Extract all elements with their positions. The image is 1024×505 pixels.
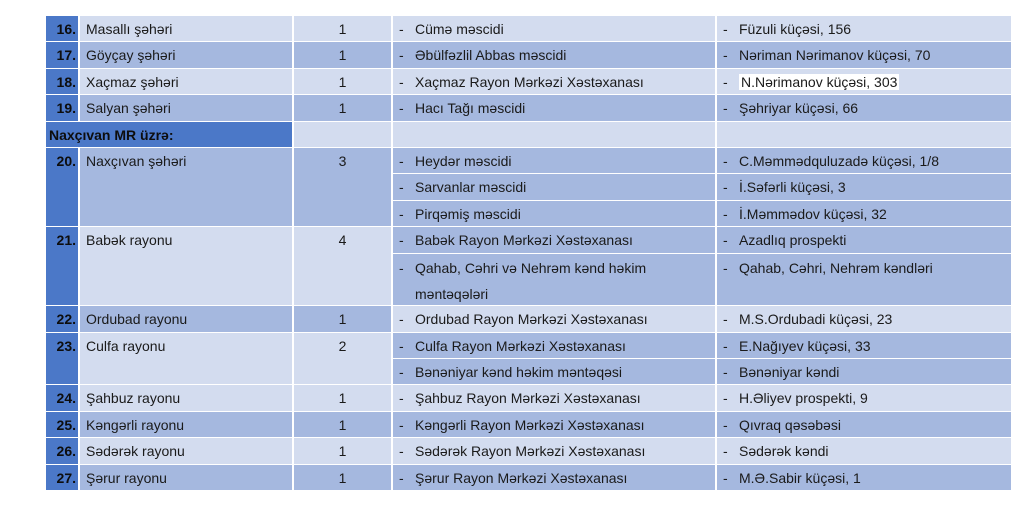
site-name: - Xaçmaz Rayon Mərkəzi Xəstəxanası xyxy=(393,69,715,95)
site-name: - Şərur Rayon Mərkəzi Xəstəxanası xyxy=(393,465,715,491)
site-address: - Şəhriyar küçəsi, 66 xyxy=(717,95,1011,121)
site-name: - Cümə məscidi xyxy=(393,16,715,42)
row-number: 26. xyxy=(46,438,78,464)
highlighted-address: N.Nərimanov küçəsi, 303 xyxy=(741,73,898,90)
site-name: - Hacı Tağı məscidi xyxy=(393,95,715,121)
site-name: - Babək Rayon Mərkəzi Xəstəxanası xyxy=(393,227,715,253)
row-number: 17. xyxy=(46,42,78,68)
site-name: - Sədərək Rayon Mərkəzi Xəstəxanası xyxy=(393,438,715,464)
site-count: 1 xyxy=(294,42,391,68)
row-number: 18. xyxy=(46,69,78,95)
site-name: - Şahbuz Rayon Mərkəzi Xəstəxanası xyxy=(393,385,715,411)
place-name: Masallı şəhəri xyxy=(80,16,292,42)
site-address: - Nəriman Nərimanov küçəsi, 70 xyxy=(717,42,1011,68)
site-address: - Qahab, Cəhri, Nehrəm kəndləri xyxy=(717,254,1011,307)
site-name: - Bənəniyar kənd həkim məntəqəsi xyxy=(393,359,715,385)
place-name: Kəngərli rayonu xyxy=(80,412,292,438)
place-name: Culfa rayonu xyxy=(80,333,292,386)
empty-cell xyxy=(717,122,1011,148)
site-name: - Qahab, Cəhri və Nehrəm kənd həkim məntəqələri xyxy=(393,254,715,307)
site-name: - Culfa Rayon Mərkəzi Xəstəxanası xyxy=(393,333,715,359)
row-number: 24. xyxy=(46,385,78,411)
empty-cell xyxy=(294,122,391,148)
place-name: Sədərək rayonu xyxy=(80,438,292,464)
site-count: 1 xyxy=(294,95,391,121)
empty-cell xyxy=(393,122,715,148)
row-number: 20. xyxy=(46,148,78,227)
site-count: 1 xyxy=(294,306,391,332)
locations-table xyxy=(46,16,1006,491)
site-address: - Bənəniyar kəndi xyxy=(717,359,1011,385)
site-count: 1 xyxy=(294,69,391,95)
site-count: 3 xyxy=(294,148,391,227)
place-name: Göyçay şəhəri xyxy=(80,42,292,68)
site-count: 1 xyxy=(294,16,391,42)
row-number: 25. xyxy=(46,412,78,438)
place-name: Ordubad rayonu xyxy=(80,306,292,332)
place-name: Şərur rayonu xyxy=(80,465,292,491)
site-address: - C.Məmmədquluzadə küçəsi, 1/8 xyxy=(717,148,1011,174)
site-address: - Azadlıq prospekti xyxy=(717,227,1011,253)
site-name: - Pirqəmiş məscidi xyxy=(393,201,715,227)
site-name: - Ordubad Rayon Mərkəzi Xəstəxanası xyxy=(393,306,715,332)
place-name: Xaçmaz şəhəri xyxy=(80,69,292,95)
site-count: 2 xyxy=(294,333,391,386)
place-name: Naxçıvan şəhəri xyxy=(80,148,292,227)
site-name: - Sarvanlar məscidi xyxy=(393,174,715,200)
site-address: - İ.Səfərli küçəsi, 3 xyxy=(717,174,1011,200)
site-count: 1 xyxy=(294,385,391,411)
site-name: - Heydər məscidi xyxy=(393,148,715,174)
row-number: 16. xyxy=(46,16,78,42)
site-address: - İ.Məmmədov küçəsi, 32 xyxy=(717,201,1011,227)
site-count: 1 xyxy=(294,438,391,464)
site-name: - Əbülfəzlil Abbas məscidi xyxy=(393,42,715,68)
row-number: 21. xyxy=(46,227,78,306)
site-address: - Qıvraq qəsəbəsi xyxy=(717,412,1011,438)
site-name: - Kəngərli Rayon Mərkəzi Xəstəxanası xyxy=(393,412,715,438)
row-number: 22. xyxy=(46,306,78,332)
site-address xyxy=(717,69,1011,95)
site-address: - M.Ə.Sabir küçəsi, 1 xyxy=(717,465,1011,491)
site-count: 4 xyxy=(294,227,391,306)
row-number: 27. xyxy=(46,465,78,491)
row-number: 19. xyxy=(46,95,78,121)
site-address: - M.S.Ordubadi küçəsi, 23 xyxy=(717,306,1011,332)
site-address: - Sədərək kəndi xyxy=(717,438,1011,464)
place-name: Salyan şəhəri xyxy=(80,95,292,121)
site-address: - H.Əliyev prospekti, 9 xyxy=(717,385,1011,411)
site-count: 1 xyxy=(294,465,391,491)
place-name: Babək rayonu xyxy=(80,227,292,306)
site-count: 1 xyxy=(294,412,391,438)
place-name: Şahbuz rayonu xyxy=(80,385,292,411)
site-address: - Füzuli küçəsi, 156 xyxy=(717,16,1011,42)
site-address: - E.Nağıyev küçəsi, 33 xyxy=(717,333,1011,359)
section-title: Naxçıvan MR üzrə: xyxy=(46,122,292,148)
row-number: 23. xyxy=(46,333,78,386)
